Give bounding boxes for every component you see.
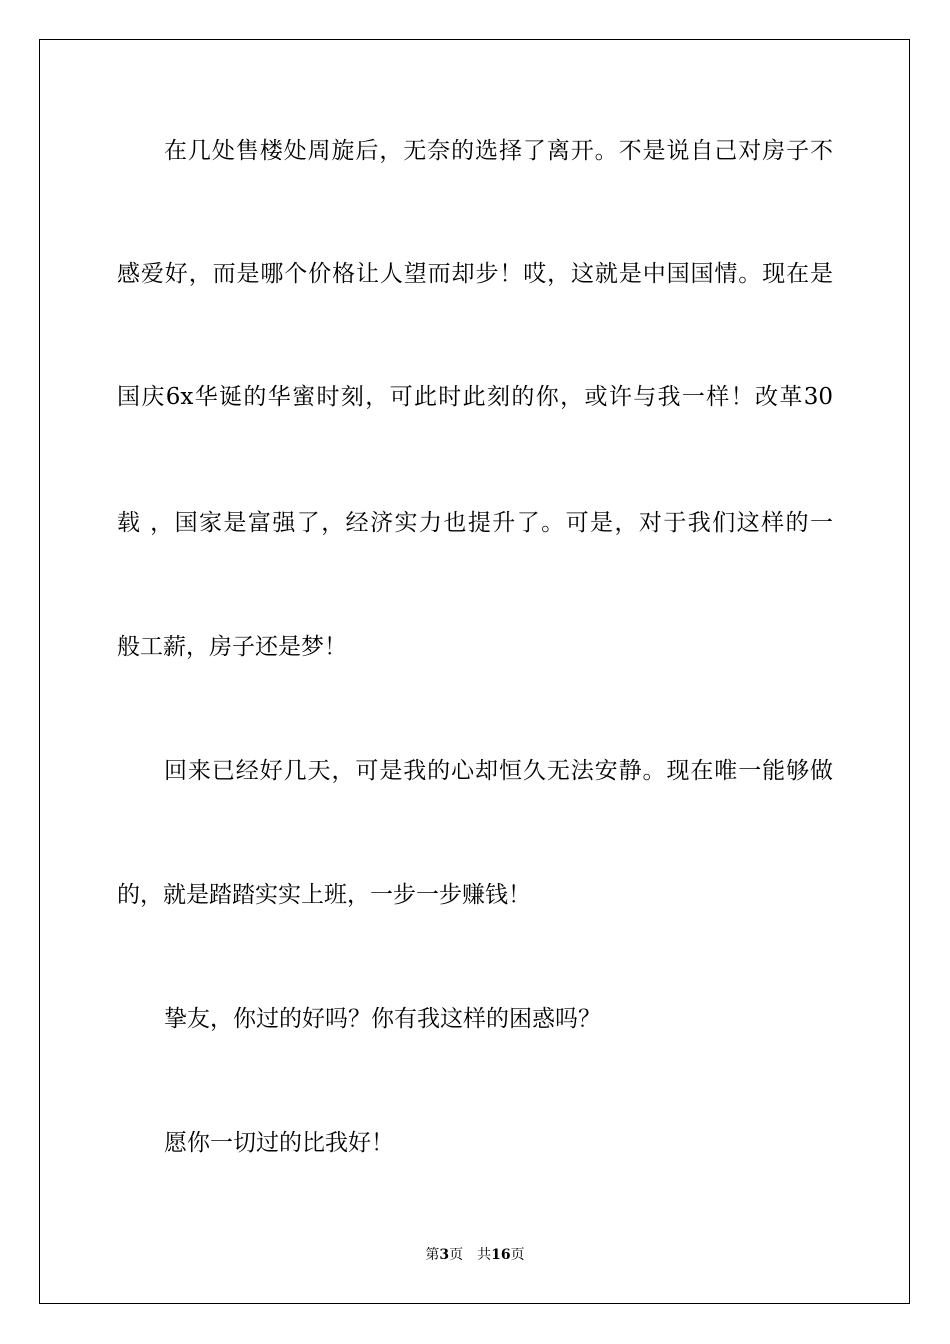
footer-total-pages: 16	[491, 1247, 511, 1263]
footer-prefix: 第	[425, 1247, 440, 1263]
text-line-7: 的，就是踏踏实实上班，一步一步赚钱！	[117, 882, 531, 908]
page-footer	[0, 1246, 950, 1264]
text-line-2: 感爱好，而是哪个价格让人望而却步！哎，这就是中国国情。现在是	[117, 261, 833, 287]
footer-page-suffix: 页	[449, 1247, 464, 1263]
text-line-5: 般工薪，房子还是梦！	[117, 634, 347, 660]
text-line-1: 在几处售楼处周旋后，无奈的选择了离开。不是说自己对房子不	[164, 138, 833, 164]
footer-total-suffix: 页	[510, 1247, 525, 1263]
text-line-9: 愿你一切过的比我好！	[164, 1130, 394, 1156]
text-line-8: 挚友，你过的好吗？你有我这样的困惑吗？	[164, 1006, 601, 1032]
text-line-3: 国庆6x华诞的华蜜时刻，可此时此刻的你，或许与我一样！改革30	[117, 384, 833, 410]
text-line-6: 回来已经好几天，可是我的心却恒久无法安静。现在唯一能够做	[164, 758, 833, 784]
page-border	[39, 39, 910, 1304]
footer-page-number: 3	[439, 1247, 450, 1263]
footer-total-prefix: 共	[477, 1247, 492, 1263]
text-line-4: 载 ，国家是富强了，经济实力也提升了。可是，对于我们这样的一	[117, 510, 833, 536]
